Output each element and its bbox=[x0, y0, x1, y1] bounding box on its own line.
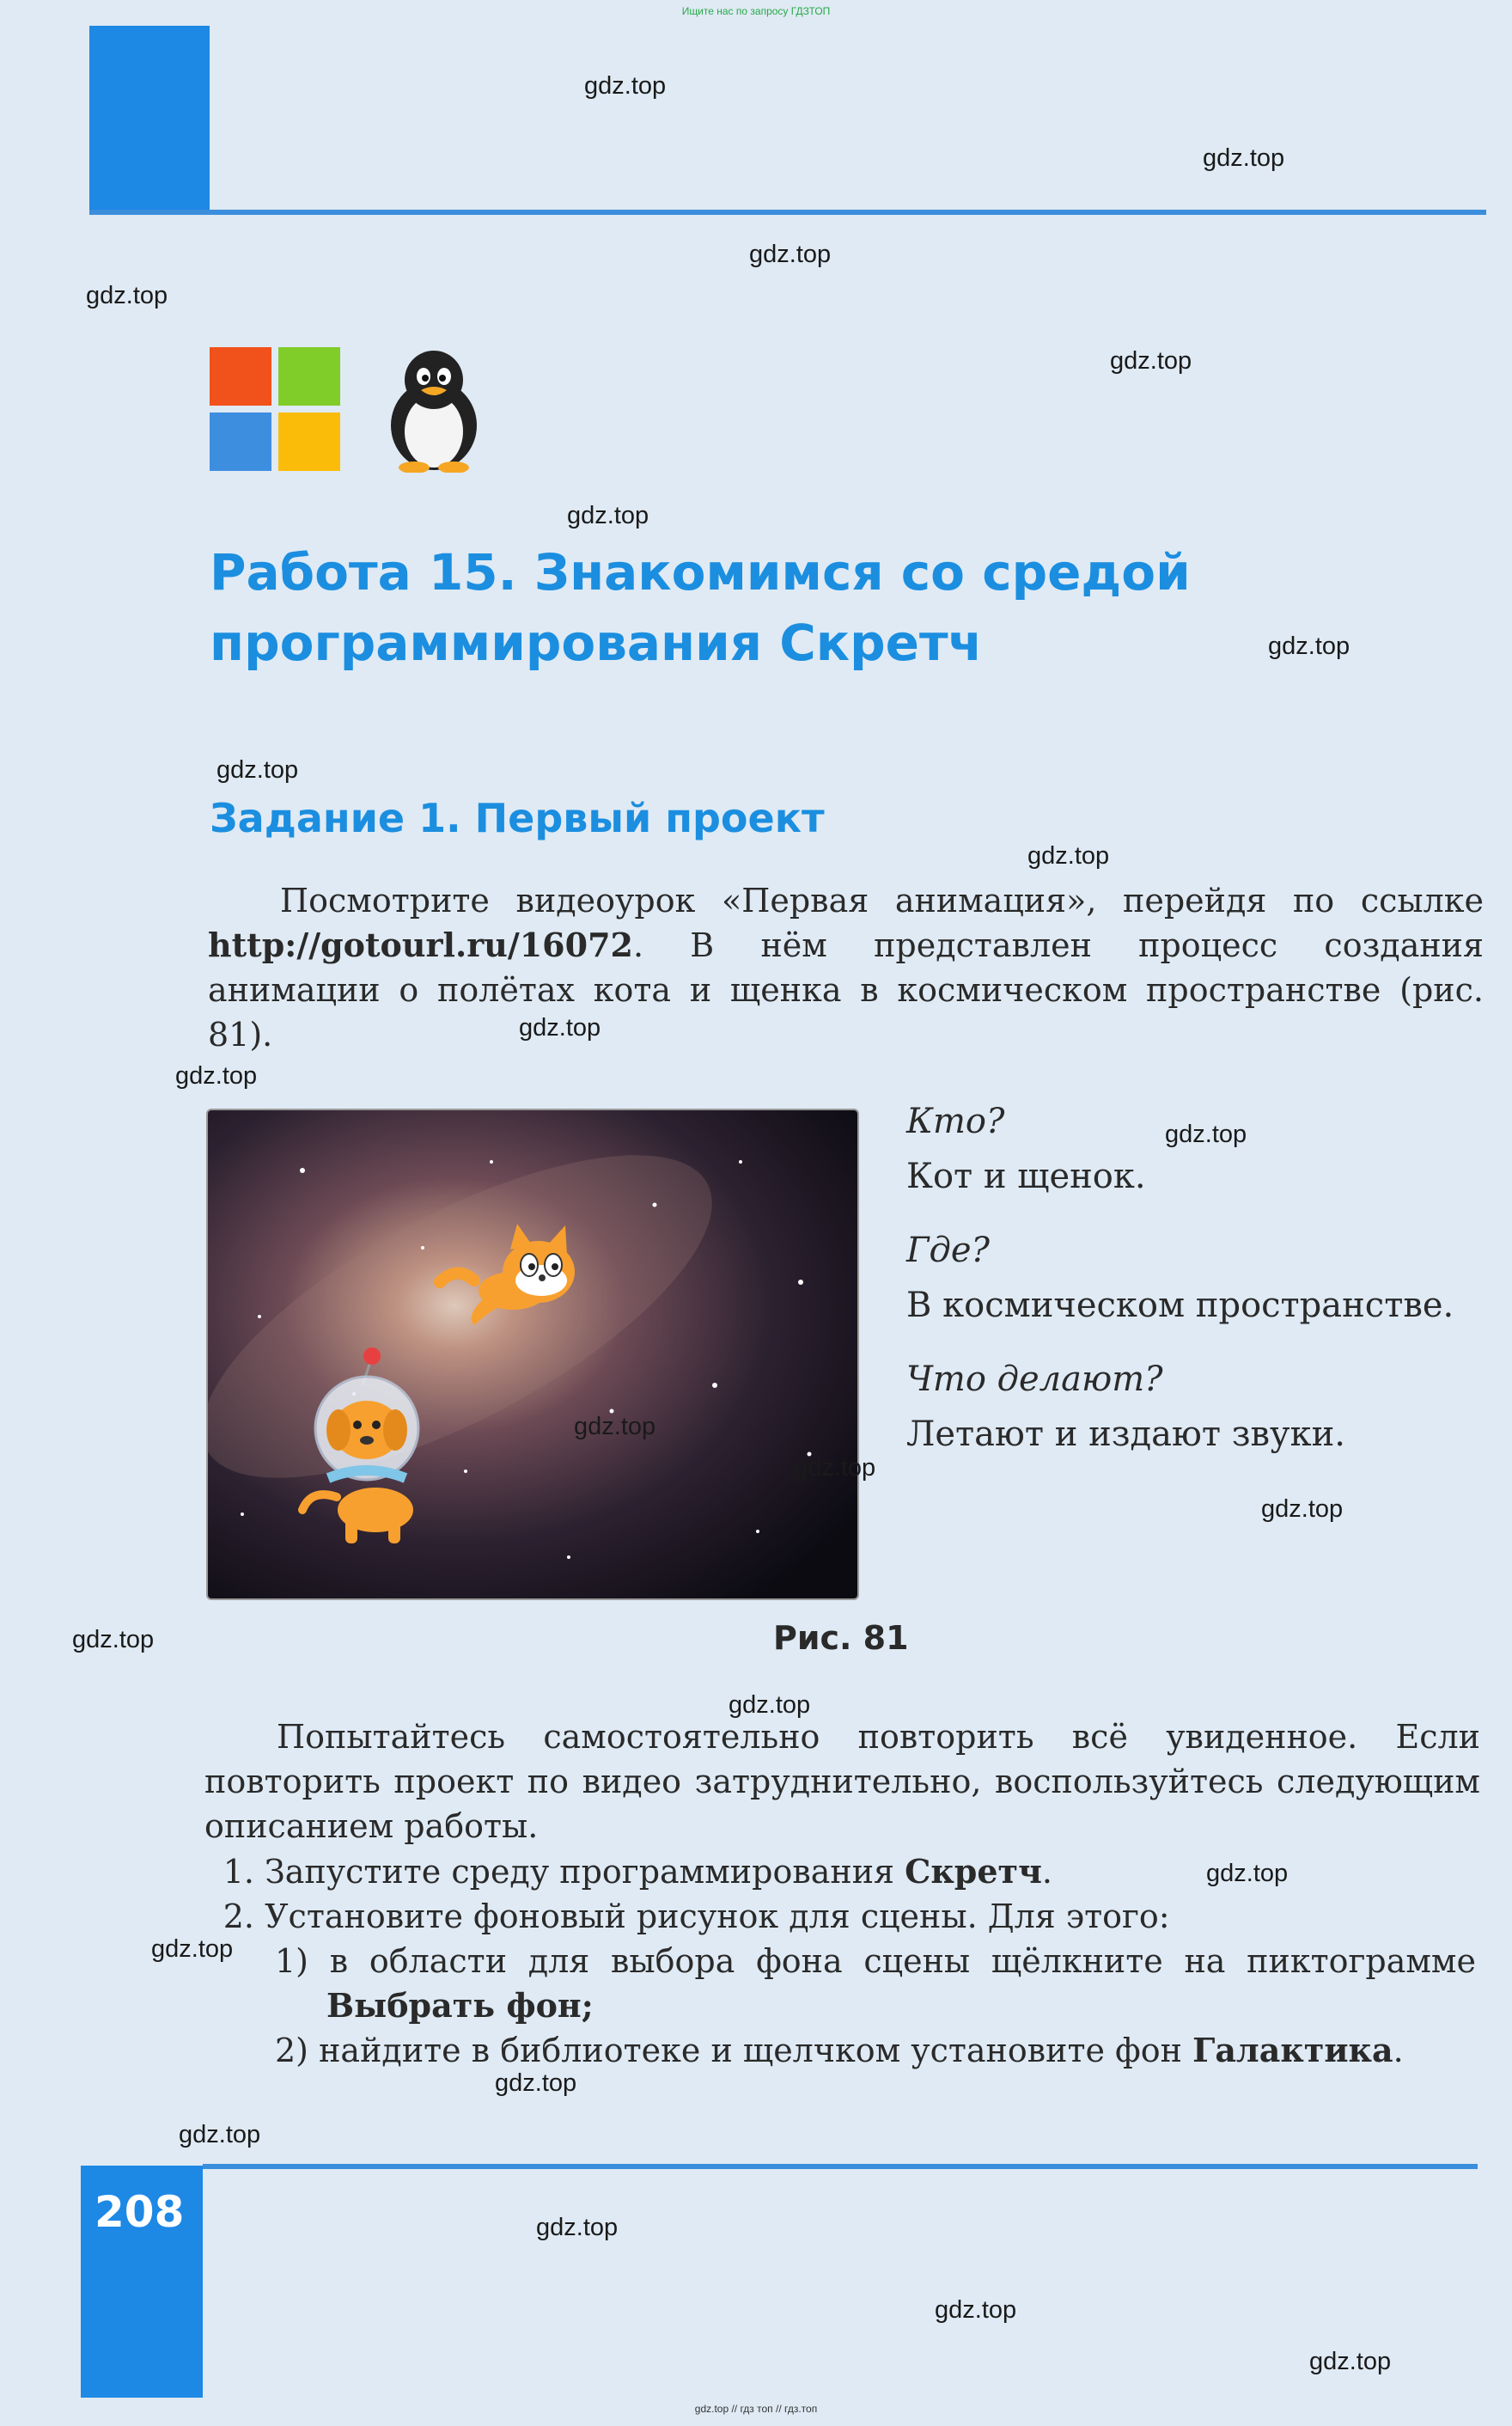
watermark: gdz.top bbox=[935, 2296, 1017, 2324]
work-title: Работа 15. Знакомимся со средой программирования Скретч bbox=[210, 543, 1191, 672]
watermark: gdz.top bbox=[1309, 2348, 1392, 2375]
watermark: gdz.top bbox=[1027, 842, 1110, 870]
watermark: gdz.top bbox=[1268, 632, 1350, 660]
instructions-paragraph: Попытайтесь самостоятельно повторить всё увиденное. Если повторить проект по видео затруднительно, воспользуйтесь следующим описанием работы. bbox=[204, 1718, 1480, 1845]
step-1-text: Запустите среду программирования bbox=[265, 1853, 905, 1891]
step-2-sub-1 bbox=[275, 1939, 1476, 2028]
watermark: gdz.top bbox=[216, 756, 299, 784]
watermark: gdz.top bbox=[536, 2214, 619, 2241]
step-2-sub-2-text: найдите в библиотеке и щелчком установите фон bbox=[319, 2032, 1193, 2069]
question-who: Кто? bbox=[906, 1102, 1005, 1141]
watermark: gdz.top bbox=[519, 1014, 601, 1042]
watermark: gdz.top bbox=[574, 1413, 656, 1440]
question-what: Что делают? bbox=[906, 1360, 1163, 1399]
intro-paragraph bbox=[208, 878, 1484, 1057]
top-rule-line bbox=[89, 210, 1486, 215]
watermark: gdz.top bbox=[86, 282, 168, 309]
answer-where: В космическом пространстве. bbox=[906, 1286, 1454, 1325]
windows-logo-icon bbox=[210, 347, 344, 473]
watermark: gdz.top bbox=[794, 1454, 876, 1482]
watermark: gdz.top bbox=[567, 502, 649, 529]
watermark: gdz.top bbox=[495, 2069, 577, 2097]
step-2-number: 2. bbox=[223, 1897, 254, 1935]
video-link[interactable]: http://gotourl.ru/16072 bbox=[208, 926, 633, 964]
step-2-sub-2-end: . bbox=[1393, 2032, 1404, 2069]
step-2-sub-1-number: 1) bbox=[275, 1942, 309, 1980]
watermark: gdz.top bbox=[179, 2121, 261, 2148]
step-2 bbox=[204, 1894, 1485, 1939]
watermark: gdz.top bbox=[1203, 144, 1285, 172]
step-2-text: Установите фоновый рисунок для сцены. Для этого: bbox=[265, 1897, 1170, 1935]
watermark: gdz.top bbox=[1206, 1860, 1289, 1887]
step-2-sub-1-text: в области для выбора фона сцены щёлкните на пиктограмме bbox=[329, 1942, 1476, 1980]
step-2-sub-2 bbox=[275, 2028, 1476, 2073]
watermark: gdz.top bbox=[151, 1935, 234, 1963]
step-1-end: . bbox=[1041, 1853, 1052, 1891]
step-2-sub-1-bold: Выбрать фон; bbox=[326, 1986, 594, 2025]
figure-81-galaxy-image bbox=[206, 1109, 859, 1600]
task-title: Задание 1. Первый проект bbox=[210, 795, 825, 841]
watermark: gdz.top bbox=[584, 72, 667, 100]
intro-text-before: Посмотрите видеоурок «Первая анимация», перейдя по ссылке bbox=[280, 882, 1484, 920]
watermark: gdz.top bbox=[72, 1626, 155, 1653]
step-1-bold: Скретч bbox=[905, 1852, 1042, 1891]
answer-what: Летают и издают звуки. bbox=[906, 1415, 1345, 1454]
top-color-band bbox=[89, 26, 210, 215]
page-number: 208 bbox=[94, 2187, 185, 2237]
step-1 bbox=[204, 1849, 1485, 1894]
linux-penguin-icon bbox=[378, 344, 490, 473]
watermark: gdz.top bbox=[175, 1062, 258, 1090]
watermark: gdz.top bbox=[749, 241, 832, 268]
answer-who: Кот и щенок. bbox=[906, 1157, 1146, 1196]
header-note: Ищите нас по запросу ГДЗТОП bbox=[681, 5, 831, 17]
step-1-number: 1. bbox=[223, 1853, 254, 1891]
footer-note: gdz.top // гдз топ // гдз.топ bbox=[694, 2403, 818, 2415]
watermark: gdz.top bbox=[1110, 347, 1192, 375]
watermark: gdz.top bbox=[1261, 1495, 1344, 1523]
intro-text-after: . В нём представлен процесс создания анимации о полётах кота и щенка в космическом пространстве (рис. 81). bbox=[208, 926, 1484, 1054]
watermark: gdz.top bbox=[1165, 1121, 1247, 1148]
watermark: gdz.top bbox=[729, 1691, 811, 1719]
question-where: Где? bbox=[906, 1231, 990, 1270]
figure-caption: Рис. 81 bbox=[773, 1619, 909, 1657]
bottom-rule-line bbox=[203, 2164, 1478, 2169]
step-2-sub-2-bold: Галактика bbox=[1192, 2031, 1393, 2069]
step-2-sub-2-number: 2) bbox=[275, 2032, 309, 2069]
